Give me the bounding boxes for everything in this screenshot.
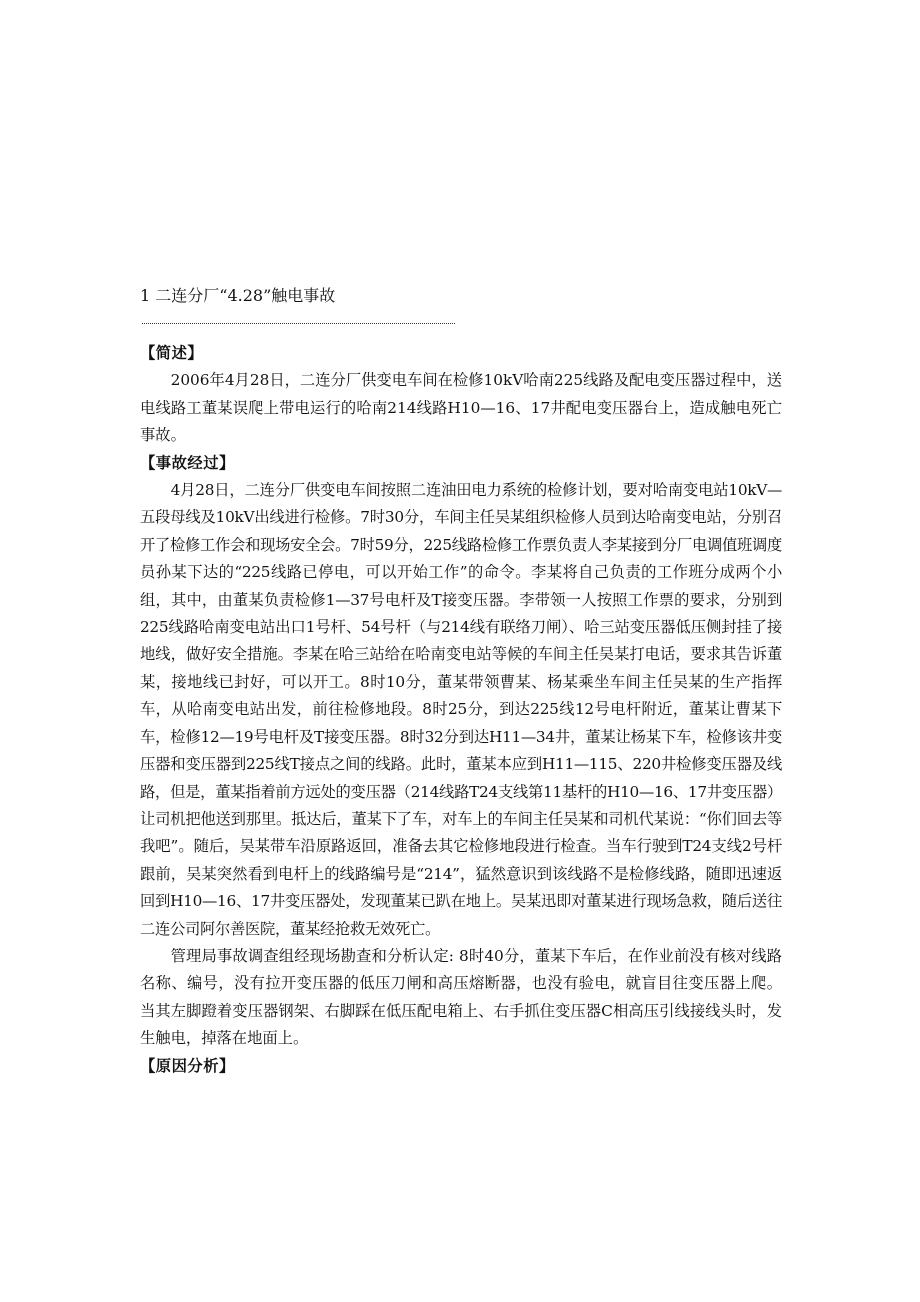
process-paragraph-2: 管理局事故调查组经现场勘查和分析认定: 8时40分，董某下车后，在作业前没有核对线路名称、编号，没有拉开变压器的低压刀闸和高压熔断器，也没有验电，就盲目往变压器上爬。当其左脚蹬着变压器钢架、右脚踩在低压配电箱上、右手抓住变压器C相高压引线接线头时，发生触电，掉落在地面上。 — [140, 946, 782, 1048]
dotted-separator — [142, 323, 455, 324]
process-heading: 【事故经过】 — [140, 453, 235, 472]
summary-paragraph: 2006年4月28日，二连分厂供变电车间在检修10kV哈南225线路及配电变压器过程中，送电线路工董某误爬上带电运行的哈南214线路H10—16、17井配电变压器台上，造成触电死亡事故。 — [140, 371, 782, 445]
cause-heading: 【原因分析】 — [140, 1056, 235, 1075]
document-title: 1 二连分厂“4.28”触电事故 — [140, 286, 336, 305]
summary-heading: 【简述】 — [140, 344, 204, 362]
document-body — [140, 340, 782, 1080]
process-paragraph-1: 4月28日，二连分厂供变电车间按照二连油田电力系统的检修计划，要对哈南变电站10kV—五段母线及10kV出线进行检修。7时30分，车间主任吴某组织检修人员到达哈南变电站，分别召开了检修工作会和现场安全会。7时59分，225线路检修工作票负责人李某接到分厂电调值班调度员孙某下达的“225线路已停电，可以开始工作”的命令。李某将自己负责的工作班分成两个小组，其中，由董某负责检修1—37号电杆及T接变压器。李带领一人按照工作票的要求，分别到225线路哈南变电站出口1号杆、54号杆（与214线有联络刀闸）、哈三站变压器低压侧封挂了接地线，做好安全措施。李某在哈三站给在哈南变电站等候的车间主任吴某打电话，要求其告诉董某，接地线已封好，可以开工。8时10分，董某带领曹某、杨某乘坐车间主任吴某的生产指挥车，从哈南变电站出发，前往检修地段。8时25分，到达225线12号电杆附近，董某让曹某下车，检修12—19号电杆及T接变压器。8时32分到达H11—34井，董某让杨某下车，检修该井变压器和变压器到225线T接点之间的线路。此时，董某本应到H11—115、220井检修变压器及线路，但是，董某指着前方远处的变压器（214线路T24支线第11基杆的H10—16、17井变压器）让司机把他送到那里。抵达后，董某下了车，对车上的车间主任吴某和司机代某说：“你们回去等我吧”。随后，吴某带车沿原路返回，准备去其它检修地段进行检查。当车行驶到T24支线2号杆跟前，吴某突然看到电杆上的线路编号是“214”，猛然意识到该线路不是检修线路，随即迅速返回到H10—16、17井变压器处，发现董某已趴在地上。吴某迅即对董某进行现场急救，随后送往二连公司阿尔善医院，董某经抢救无效死亡。 — [140, 481, 782, 938]
